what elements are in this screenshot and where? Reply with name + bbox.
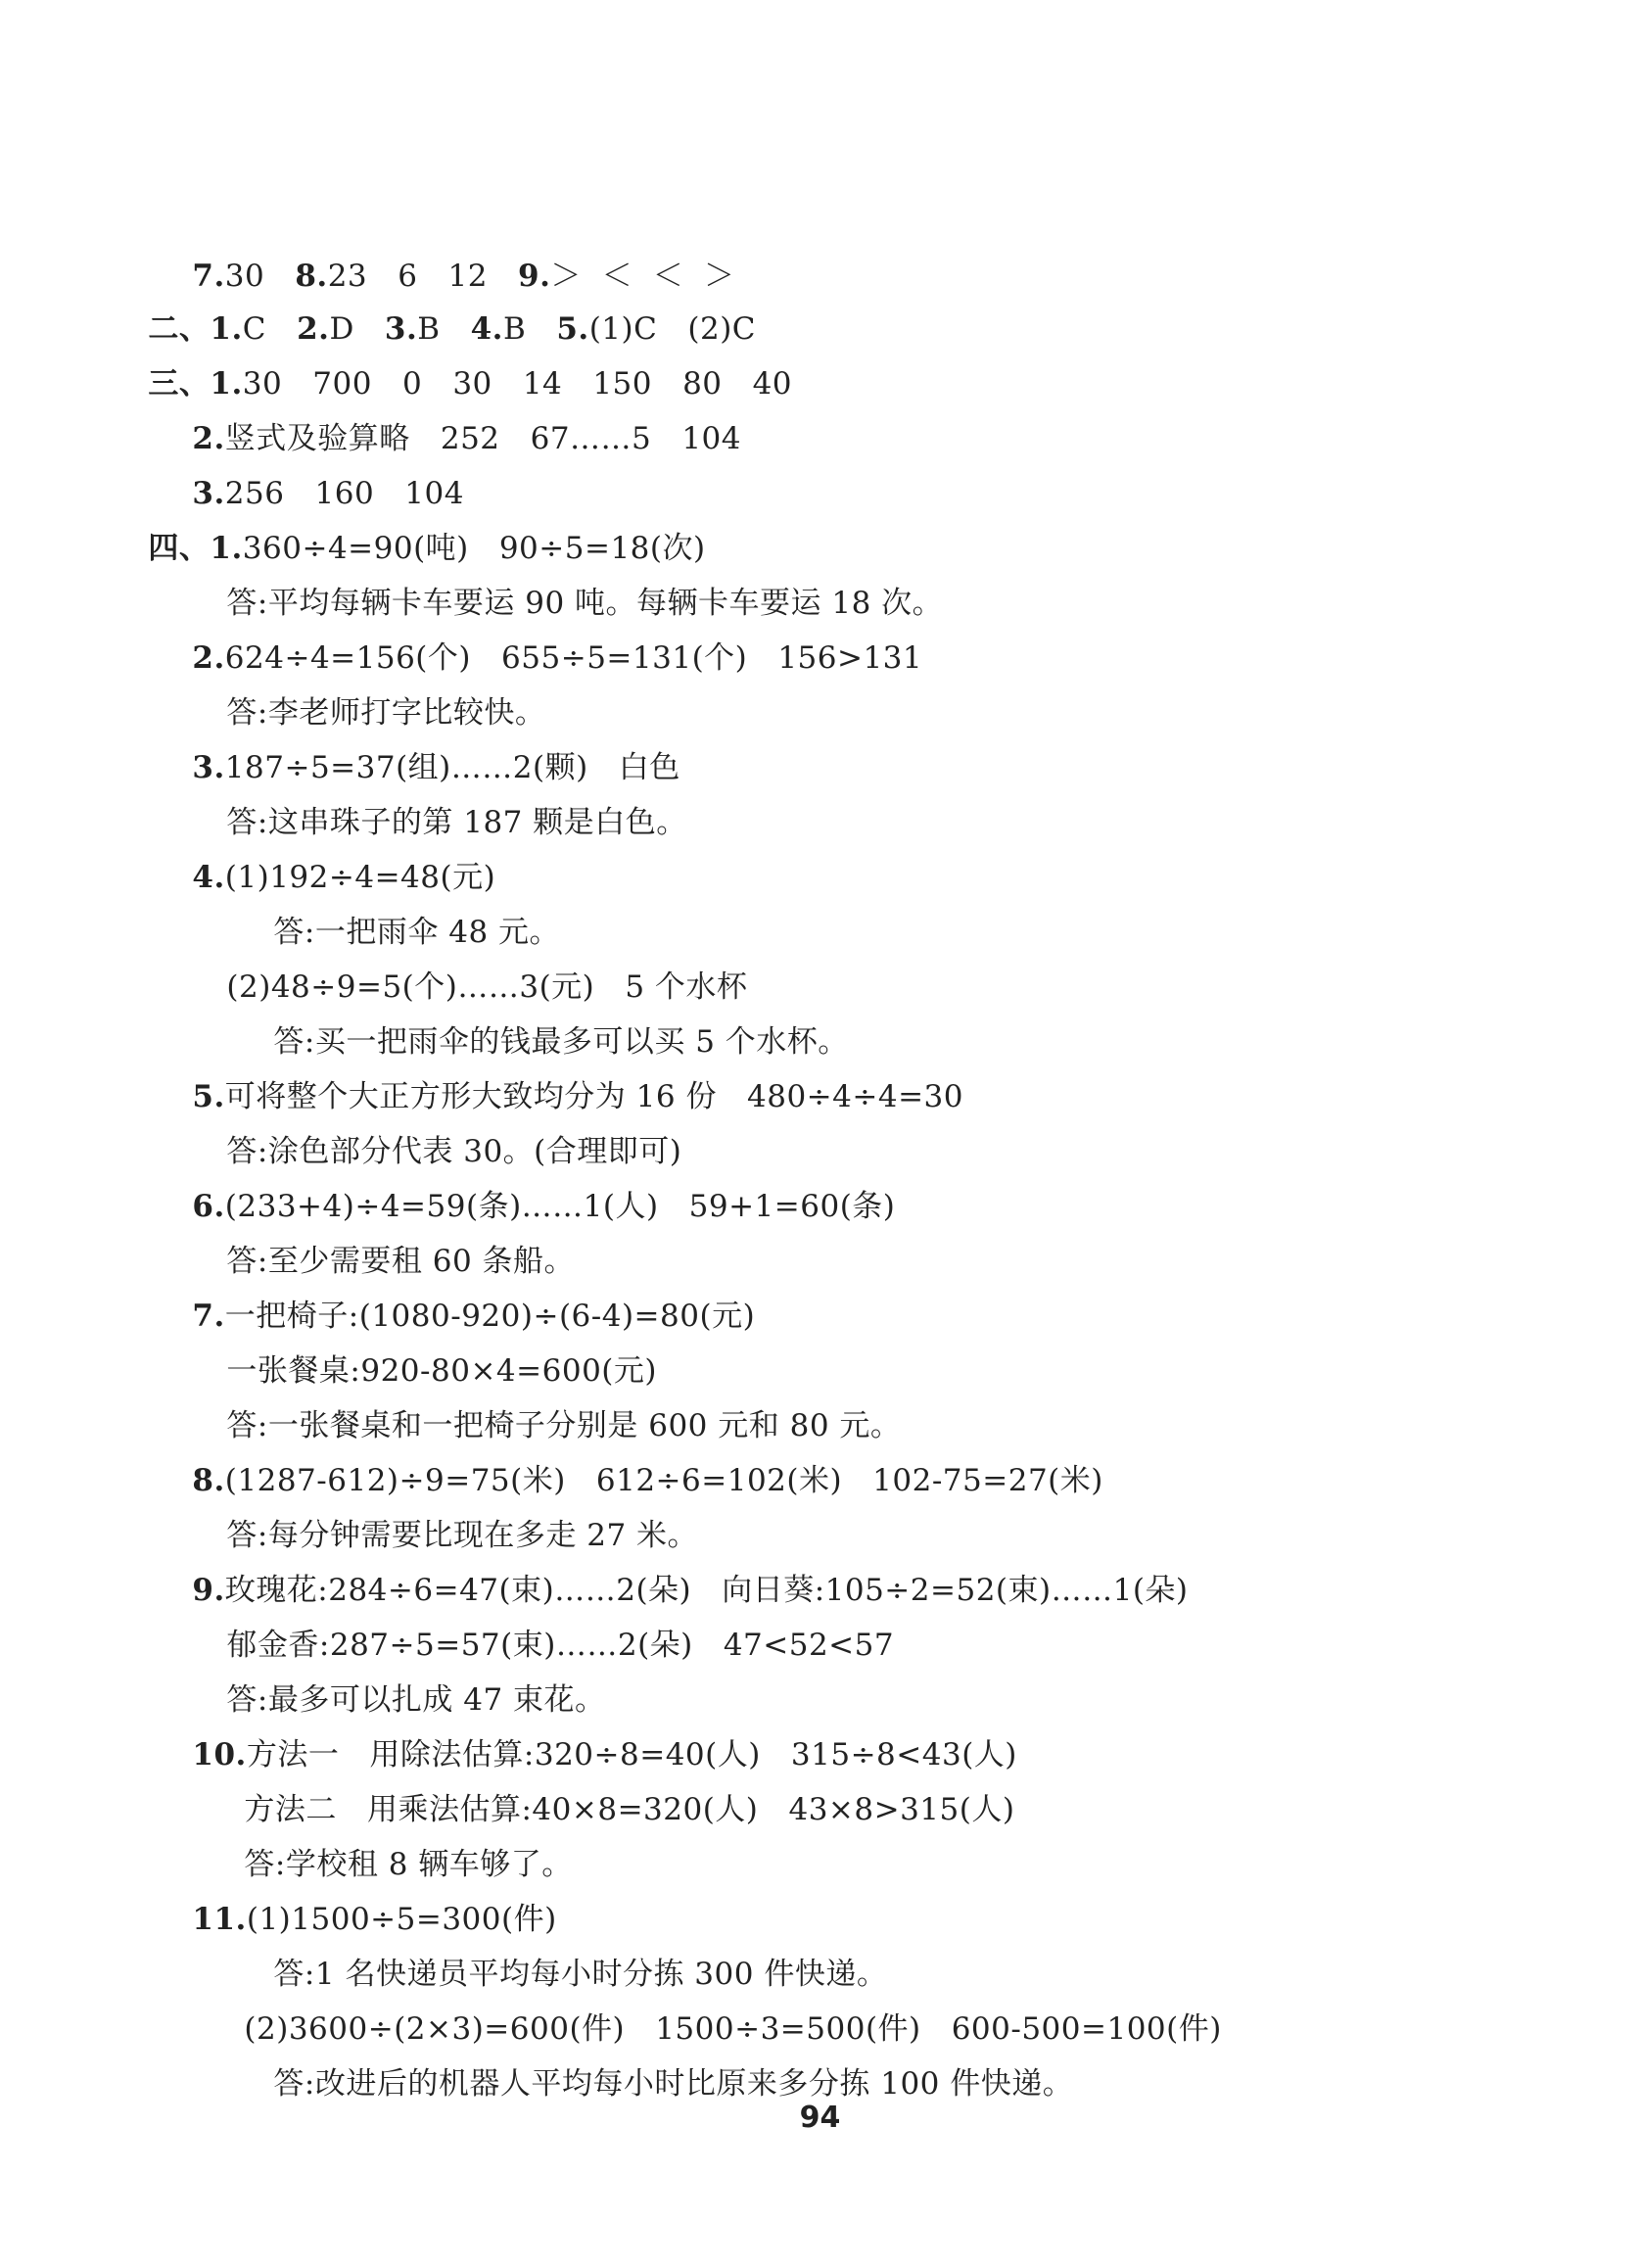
answer-text: 答:每分钟需要比现在多走 27 米。 [226,1518,699,1553]
item-number: 5. [556,311,589,347]
answer-text: 一张餐桌:920-80×4=600(元) [226,1353,657,1389]
answer-text: 187÷5=37(组)……2(颗) 白色 [224,750,680,785]
item-number: 9. [518,259,551,294]
answer-text: B [417,311,471,347]
answer-text: C [242,311,298,347]
answer-text: 答:李老师打字比较快。 [226,695,546,731]
answer-text: B [502,311,557,347]
answer-text: 答:这串珠子的第 187 颗是白色。 [226,805,687,840]
item-number: 7. [192,259,225,294]
answer-text: 答:最多可以扎成 47 束花。 [226,1682,606,1718]
answer-text: 答:一把雨伞 48 元。 [273,915,561,950]
answer-text: 方法二 用乘法估算:40×8=320(人) 43×8>315(人) [244,1792,1015,1827]
item-number: 8. [192,1463,225,1498]
answer-text: 可将整个大正方形大致均分为 16 份 480÷4÷4=30 [224,1079,963,1114]
item-number: 2. [192,640,225,676]
answer-text: 624÷4=156(个) 655÷5=131(个) 156>131 [224,640,923,676]
answer-text: 答:一张餐桌和一把椅子分别是 600 元和 80 元。 [226,1408,902,1443]
answer-text: 答:学校租 8 辆车够了。 [244,1847,573,1882]
item-number: 10. [192,1737,247,1772]
answer-text: 答:至少需要租 60 条船。 [226,1244,576,1279]
answer-text: 答:涂色部分代表 30。(合理即可) [226,1134,682,1169]
answer-text: 郁金香:287÷5=57(束)……2(朵) 47<52<57 [226,1628,895,1663]
answer-text: D [329,311,385,347]
answer-text: (233+4)÷4=59(条)……1(人) 59+1=60(条) [224,1189,896,1224]
answer-text: ＞ ＜ ＜ ＞ [550,259,735,294]
item-number: 2. [297,311,330,347]
answer-text: 一把椅子:(1080-920)÷(6-4)=80(元) [224,1299,756,1334]
answer-text: (1)1500÷5=300(件) [246,1902,557,1937]
answer-text: 256 160 104 [224,476,464,511]
answer-text: (1287-612)÷9=75(米) 612÷6=102(米) 102-75=27(米) [224,1463,1103,1498]
item-number: 11. [192,1902,247,1937]
answer-text: 方法一 用除法估算:320÷8=40(人) 315÷8<43(人) [246,1737,1017,1772]
answer-text: (2)48÷9=5(个)……3(元) 5 个水杯 [226,969,748,1005]
answer-text: 30 [224,259,296,294]
item-number: 9. [192,1573,225,1608]
answer-text: 答:平均每辆卡车要运 90 吨。每辆卡车要运 18 次。 [226,586,944,621]
item-number: 7. [192,1299,225,1334]
section-number: 三、1. [148,366,243,402]
answer-text: 答:买一把雨伞的钱最多可以买 5 个水杯。 [273,1024,849,1060]
answer-text: (1)192÷4=48(元) [224,860,496,895]
answer-text: 30 700 0 30 14 150 80 40 [242,366,793,402]
section-number: 四、1. [148,531,243,566]
section-number: 二、1. [148,311,243,347]
item-number: 5. [192,1079,225,1114]
item-number: 3. [384,311,418,347]
item-number: 6. [192,1189,225,1224]
answer-text: 答:改进后的机器人平均每小时比原来多分拣 100 件快递。 [273,2066,1074,2102]
item-number: 3. [192,750,225,785]
page-number: 94 [799,2101,841,2135]
answer-text: (2)3600÷(2×3)=600(件) 1500÷3=500(件) 600-500=100(件) [244,2011,1222,2047]
item-number: 4. [470,311,503,347]
answer-text: 360÷4=90(吨) 90÷5=18(次) [242,531,706,566]
item-number: 4. [192,860,225,895]
answer-text: (1)C (2)C [588,311,757,347]
item-number: 8. [295,259,328,294]
answer-text: 玫瑰花:284÷6=47(束)……2(朵) 向日葵:105÷2=52(束)……1(朵) [224,1573,1189,1608]
item-number: 2. [192,421,225,456]
answer-text: 答:1 名快递员平均每小时分拣 300 件快递。 [273,1957,888,1992]
answer-text: 23 6 12 [327,259,518,294]
answer-text: 竖式及验算略 252 67……5 104 [224,421,741,456]
item-number: 3. [192,476,225,511]
